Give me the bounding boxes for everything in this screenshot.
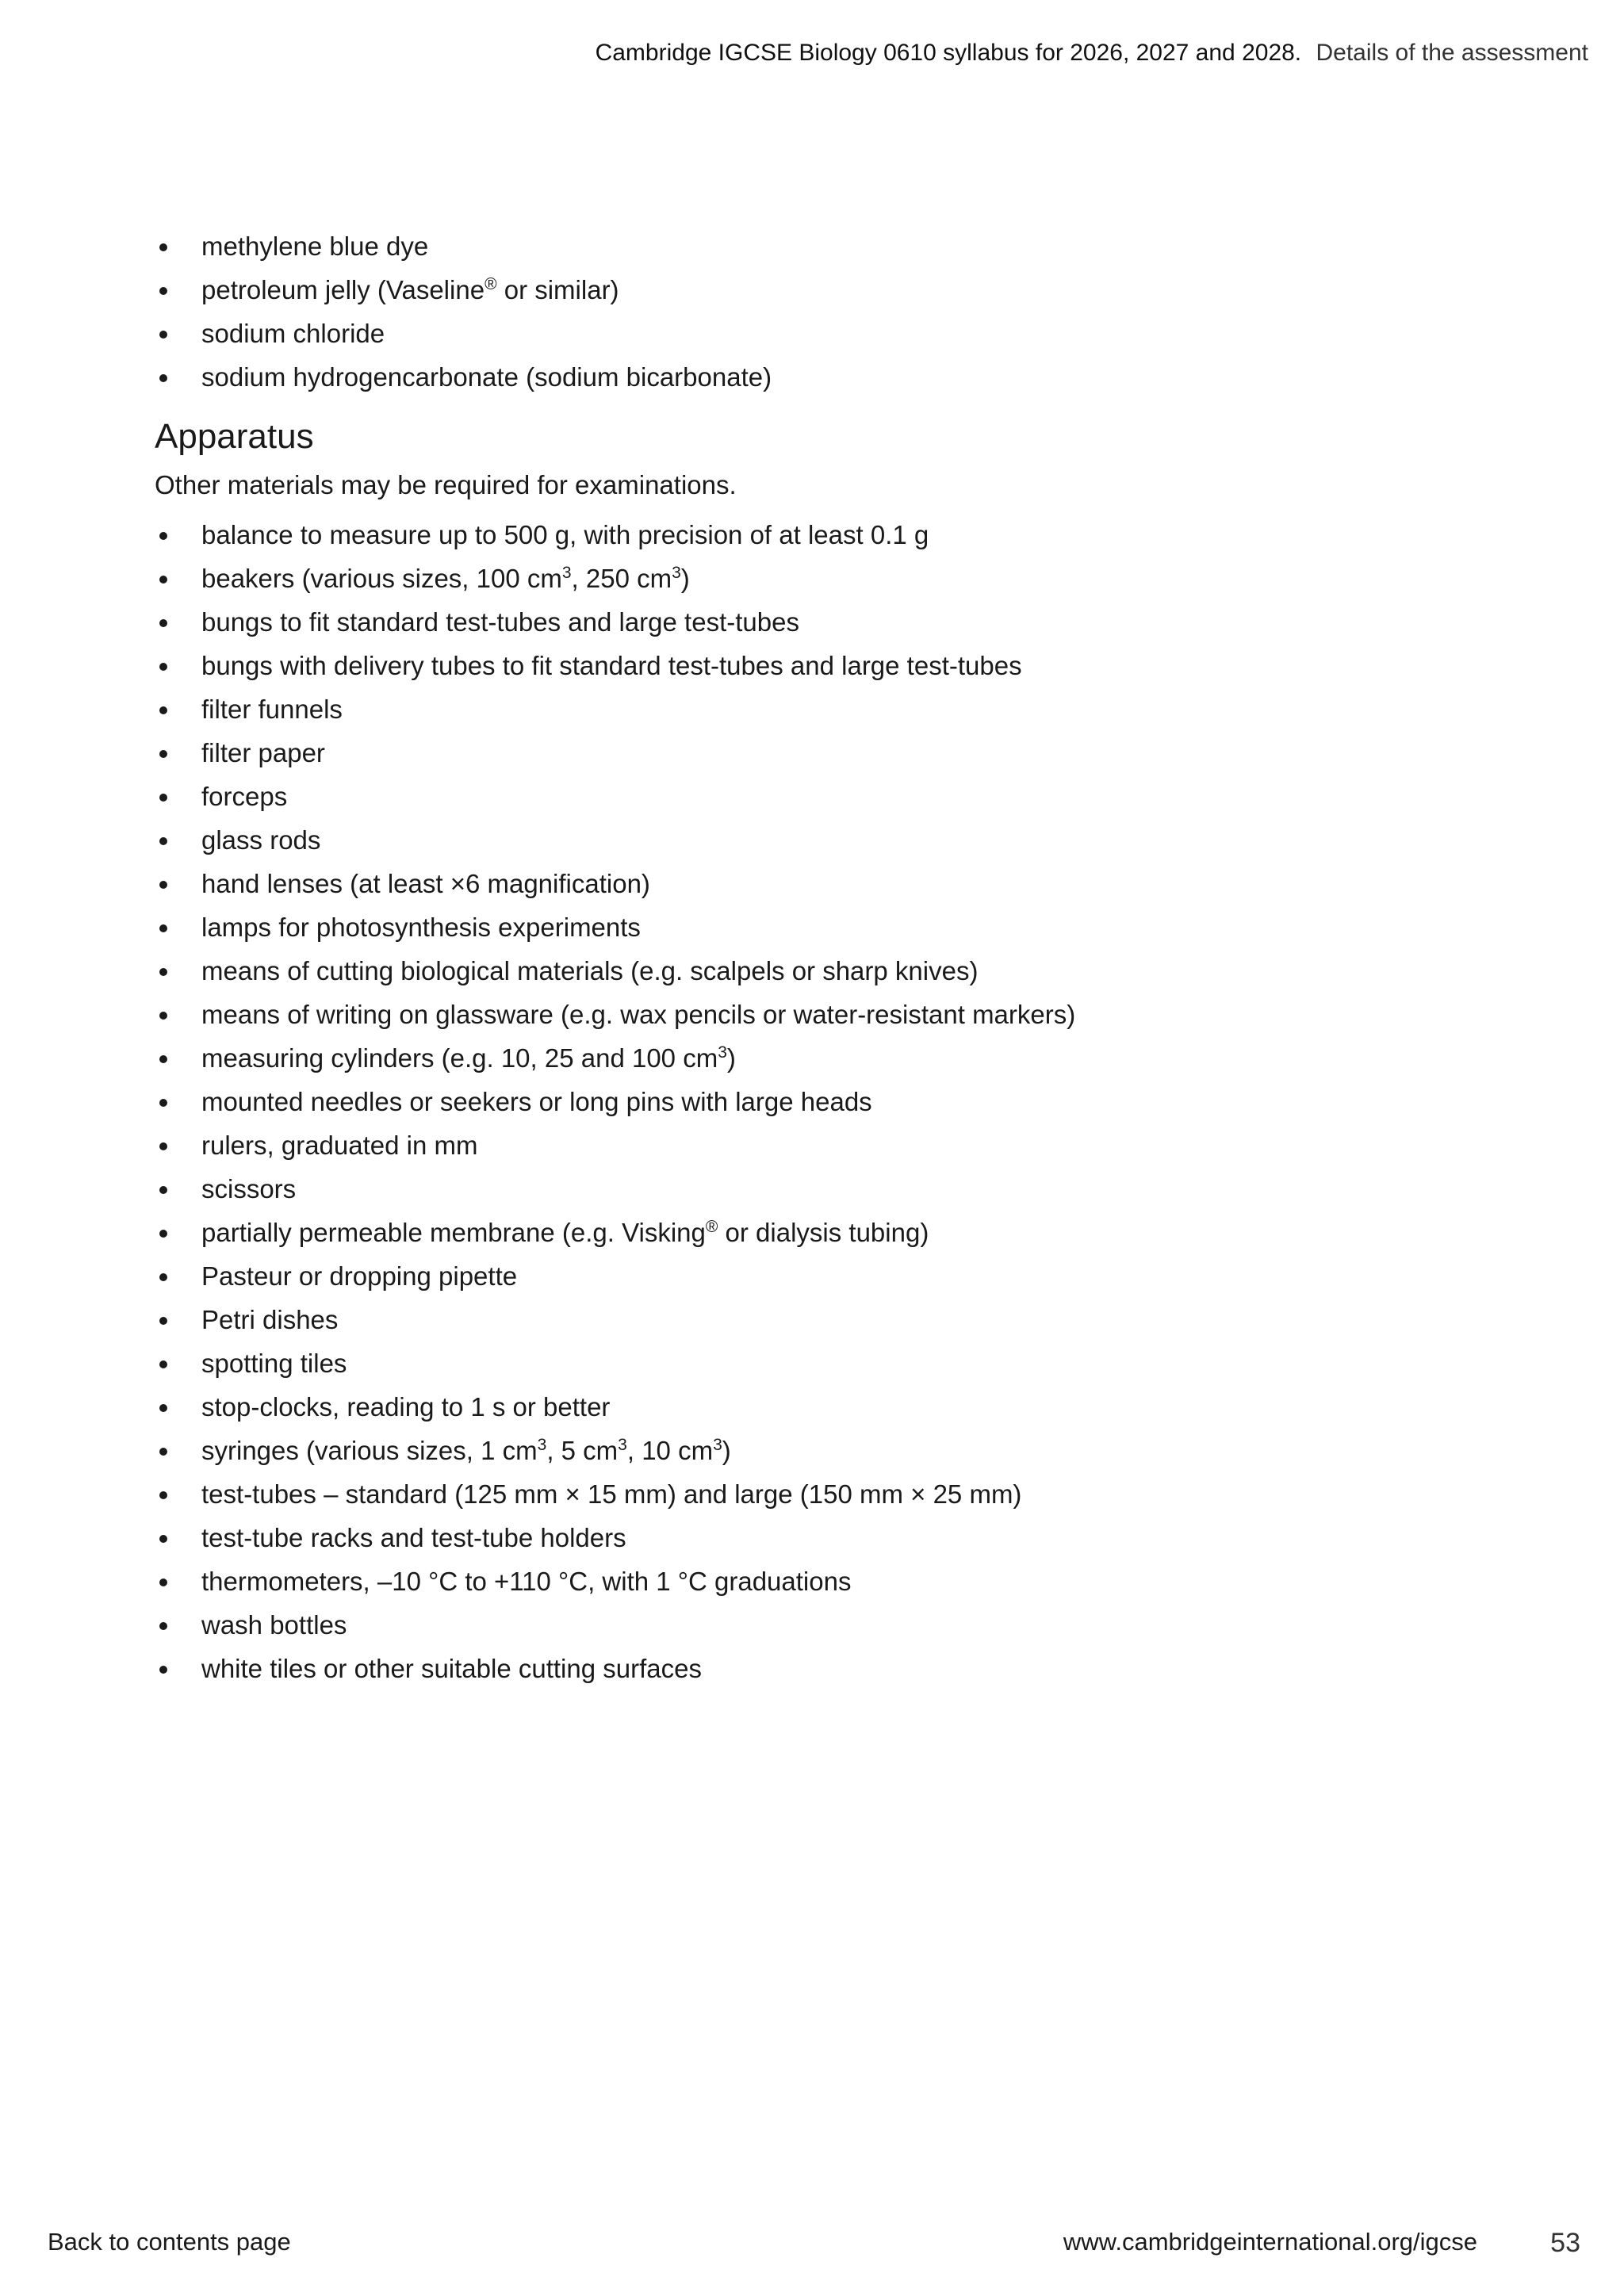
list-item: rulers, graduated in mm	[155, 1123, 1503, 1167]
list-item: beakers (various sizes, 100 $cm^3$, 250 $cm^3$)	[155, 557, 1503, 600]
list-item: means of cutting biological materials (e.g. scalpels or sharp knives)	[155, 949, 1503, 993]
list-item: filter paper	[155, 731, 1503, 775]
list-item: partially permeable membrane (e.g. Visking® or dialysis tubing)	[155, 1211, 1503, 1254]
list-item: Pasteur or dropping pipette	[155, 1254, 1503, 1298]
page-header	[596, 40, 1588, 67]
list-item: Petri dishes	[155, 1298, 1503, 1341]
list-item: measuring cylinders (e.g. 10, 25 and 100 $cm^3$)	[155, 1036, 1503, 1080]
list-item: scissors	[155, 1167, 1503, 1211]
list-item: glass rods	[155, 818, 1503, 862]
back-to-contents-link[interactable]: Back to contents page	[48, 2228, 291, 2256]
list-item: test-tubes – standard (125 mm × 15 mm) and large (150 mm × 25 mm)	[155, 1472, 1503, 1516]
list-item: sodium hydrogencarbonate (sodium bicarbonate)	[155, 355, 1503, 399]
page-number: 53	[1550, 2228, 1580, 2258]
apparatus-heading: Apparatus	[155, 417, 314, 456]
list-item: hand lenses (at least ×6 magnification)	[155, 862, 1503, 905]
header-title: Cambridge IGCSE Biology 0610 syllabus for 2026, 2027 and 2028.	[595, 40, 1302, 66]
list-item: balance to measure up to 500 g, with precision of at least 0.1 g	[155, 513, 1503, 557]
list-item: spotting tiles	[155, 1341, 1503, 1385]
list-item: syringes (various sizes, 1 $cm^3$, 5 $cm^3$, 10 $cm^3$)	[155, 1429, 1503, 1472]
apparatus-list	[155, 513, 1503, 1690]
list-item: bungs with delivery tubes to fit standard test-tubes and large test-tubes	[155, 644, 1503, 687]
list-item: lamps for photosynthesis experiments	[155, 905, 1503, 949]
list-item: sodium chloride	[155, 312, 1503, 355]
list-item: mounted needles or seekers or long pins with large heads	[155, 1080, 1503, 1123]
list-item: methylene blue dye	[155, 224, 1503, 268]
website-link[interactable]: www.cambridgeinternational.org/igcse	[1063, 2228, 1477, 2256]
list-item: thermometers, –10 °C to +110 °C, with 1 °C graduations	[155, 1559, 1503, 1603]
page-footer	[0, 2228, 1624, 2267]
list-item: test-tube racks and test-tube holders	[155, 1516, 1503, 1559]
header-section: Details of the assessment	[1316, 40, 1588, 66]
list-item: bungs to fit standard test-tubes and large test-tubes	[155, 600, 1503, 644]
list-item: forceps	[155, 775, 1503, 818]
apparatus-intro: Other materials may be required for examinations.	[155, 470, 737, 499]
list-item: means of writing on glassware (e.g. wax pencils or water-resistant markers)	[155, 993, 1503, 1036]
list-item: petroleum jelly (Vaseline® or similar)	[155, 268, 1503, 312]
list-item: stop-clocks, reading to 1 s or better	[155, 1385, 1503, 1429]
list-item: wash bottles	[155, 1603, 1503, 1647]
list-item: filter funnels	[155, 687, 1503, 731]
list-item: white tiles or other suitable cutting surfaces	[155, 1647, 1503, 1690]
chemicals-list	[155, 224, 1503, 399]
main-content	[155, 224, 1503, 1690]
